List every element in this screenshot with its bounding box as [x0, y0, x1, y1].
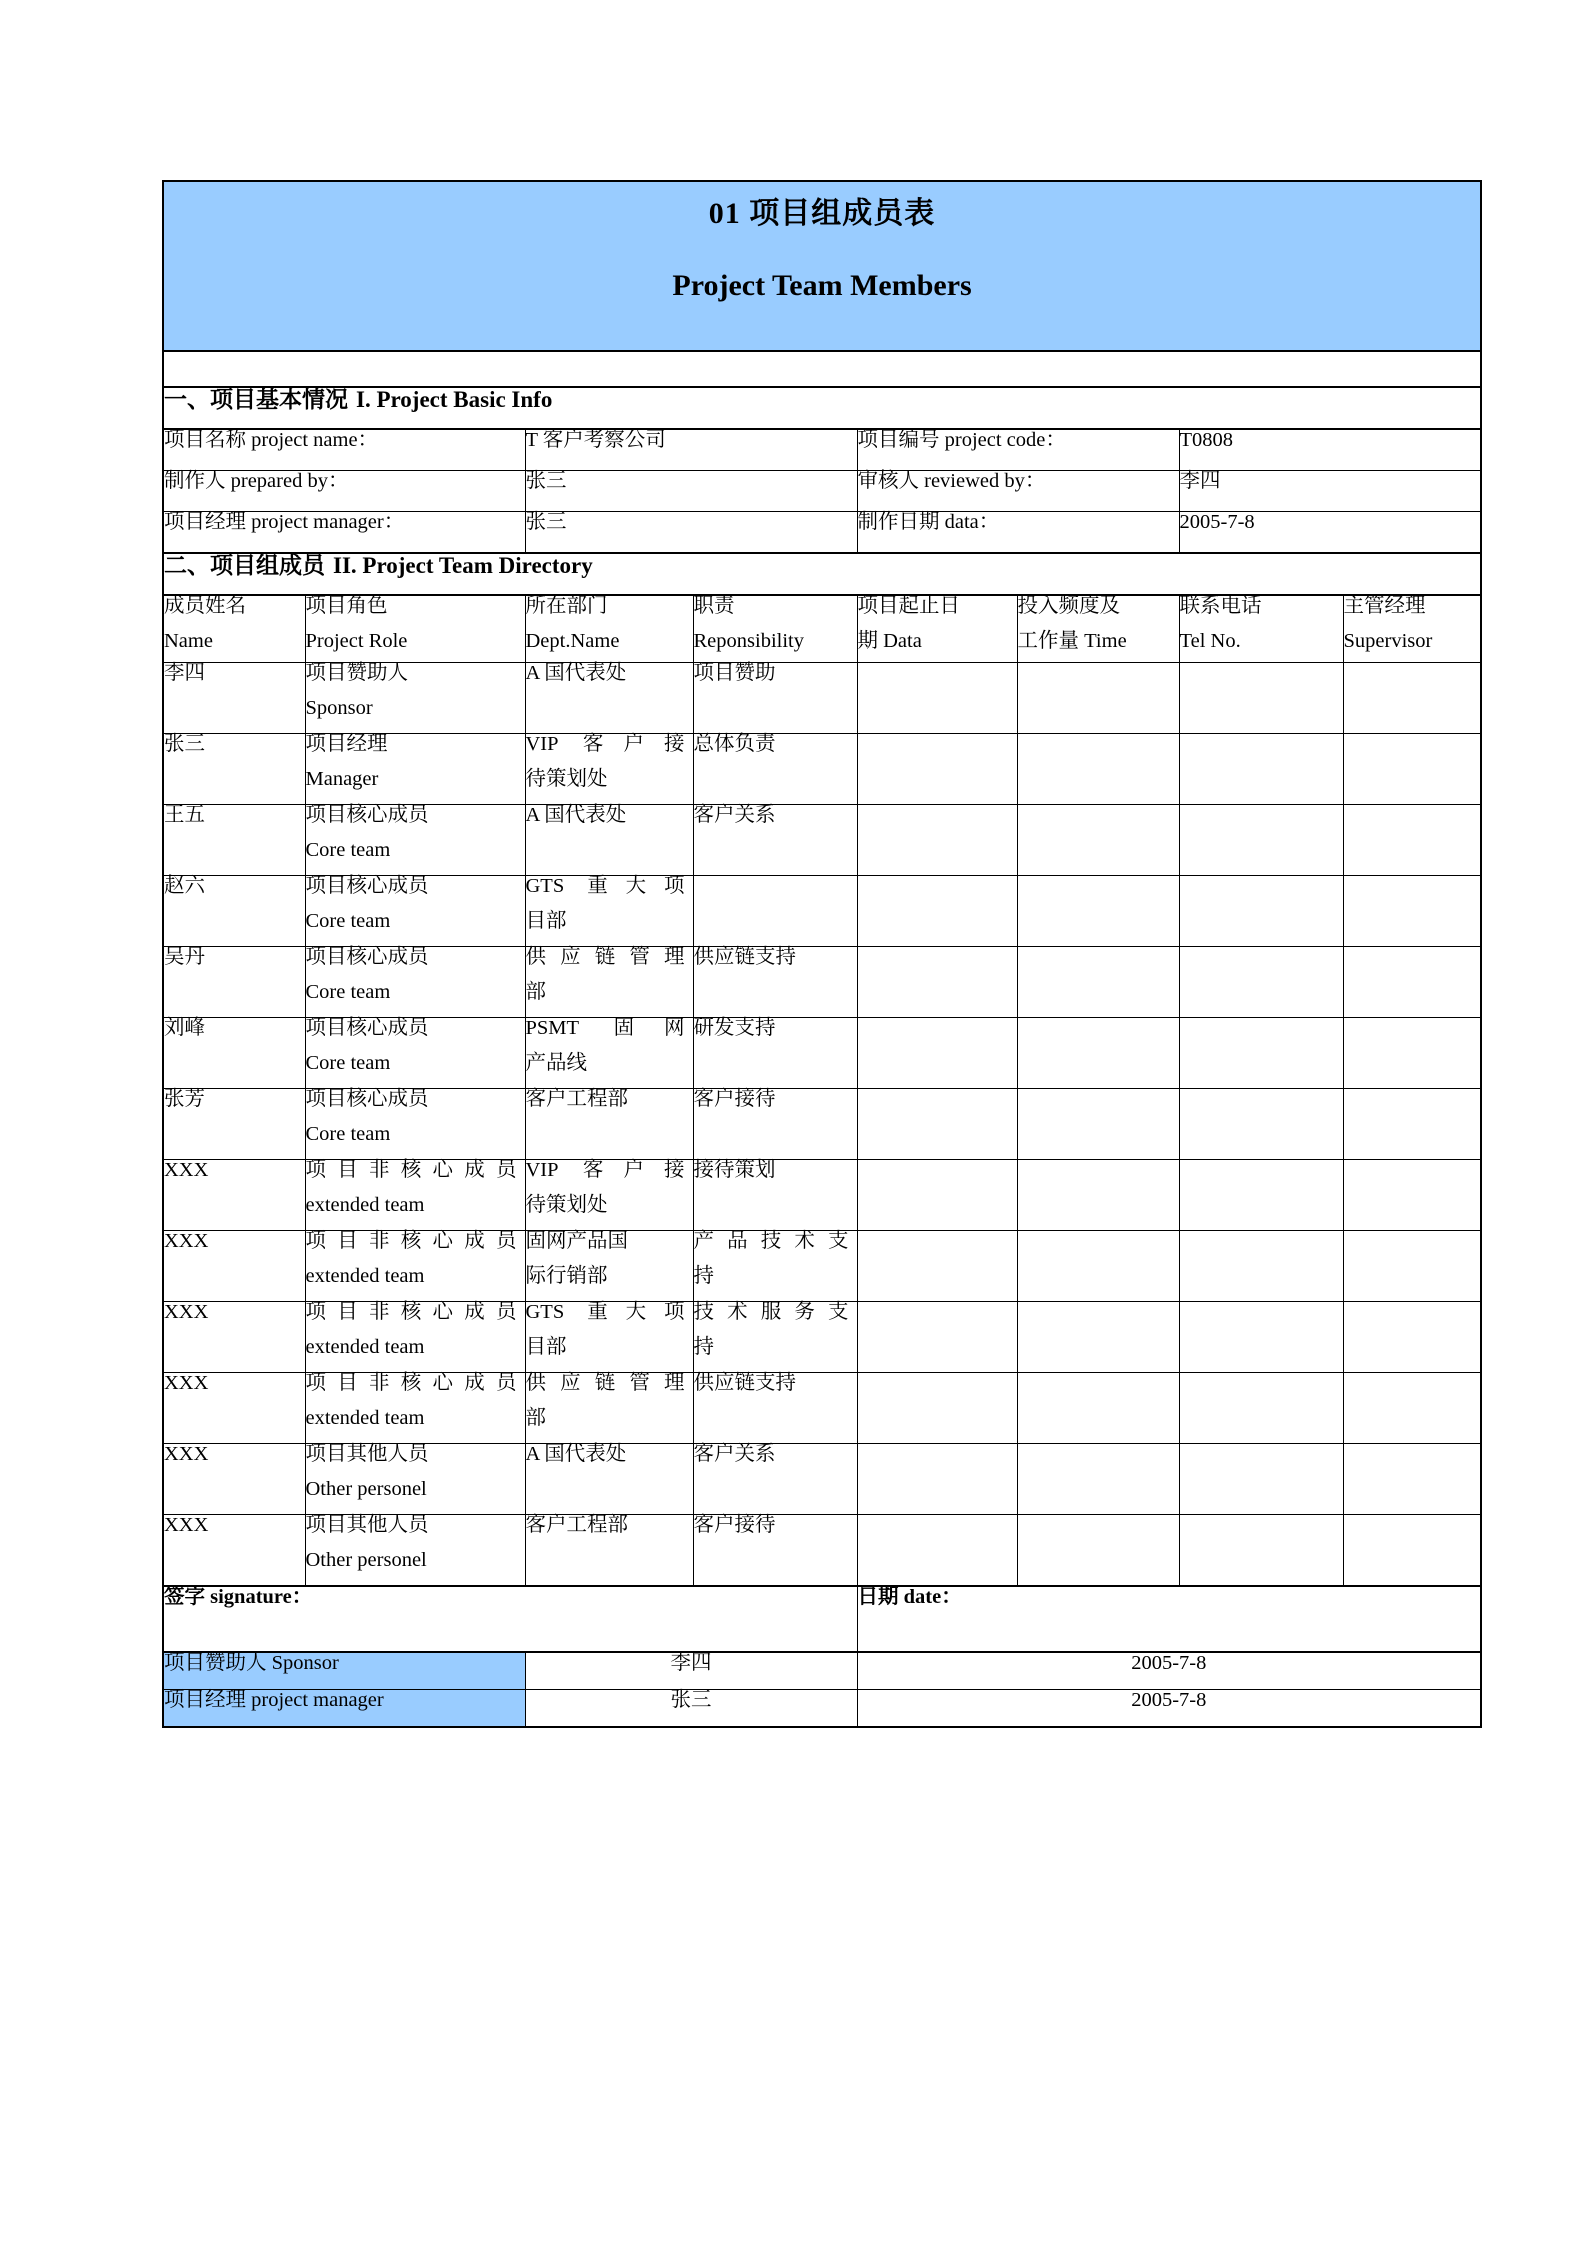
project-manager-value[interactable]: 张三	[525, 512, 857, 554]
cell-date[interactable]	[857, 876, 1017, 947]
project-code-value[interactable]: T0808	[1179, 429, 1481, 471]
cell-tel[interactable]	[1179, 947, 1343, 1018]
cell-responsibility[interactable]	[693, 1089, 857, 1160]
cell-role-en: Manager	[305, 767, 379, 790]
cell-supervisor[interactable]	[1343, 1515, 1481, 1587]
cell-supervisor[interactable]	[1343, 663, 1481, 734]
cell-time[interactable]	[1017, 663, 1179, 734]
info-row	[163, 471, 1481, 512]
cell-dept-line1: A 国代表处	[525, 804, 627, 826]
cell-dept-line2: 待策划处	[525, 767, 608, 790]
cell-role-cn: 项目赞助人	[305, 662, 408, 684]
cell-supervisor[interactable]	[1343, 1160, 1481, 1231]
cell-date[interactable]	[857, 1089, 1017, 1160]
cell-role-cn: 项目其他人员	[305, 1443, 429, 1465]
table-row	[163, 1444, 1481, 1515]
column-header-tel	[1179, 595, 1343, 663]
cell-date[interactable]	[857, 805, 1017, 876]
cell-supervisor[interactable]	[1343, 1018, 1481, 1089]
project-manager-label: 项目经理 project manager：	[163, 512, 525, 554]
cell-dept-line1: A 国代表处	[525, 1443, 627, 1465]
table-row	[163, 1231, 1481, 1302]
cell-responsibility[interactable]	[693, 1373, 857, 1444]
info-row	[163, 512, 1481, 554]
section2-heading-row	[163, 553, 1481, 595]
column-header-responsibility-cn: 职责	[693, 595, 735, 617]
cell-role-en: Other personel	[305, 1477, 427, 1500]
table-row	[163, 1018, 1481, 1089]
table-row	[163, 663, 1481, 734]
cell-supervisor[interactable]	[1343, 876, 1481, 947]
column-header-role	[305, 595, 525, 663]
cell-dept-line2: 目部	[525, 909, 567, 932]
column-header-name	[163, 595, 305, 663]
cell-date[interactable]	[857, 1515, 1017, 1587]
cell-dept[interactable]	[525, 1444, 693, 1515]
cell-supervisor[interactable]	[1343, 1302, 1481, 1373]
cell-name[interactable]: 刘峰	[163, 1018, 305, 1089]
section2-heading	[163, 553, 1481, 595]
cell-responsibility-line1: 研发支持	[693, 1017, 776, 1039]
cell-dept[interactable]	[525, 663, 693, 734]
cell-time[interactable]	[1017, 1373, 1179, 1444]
cell-responsibility[interactable]	[693, 1018, 857, 1089]
cell-supervisor[interactable]	[1343, 734, 1481, 805]
team-table-header-row	[163, 595, 1481, 663]
cell-responsibility-line1: 接待策划	[693, 1159, 776, 1181]
signature-row	[163, 1652, 1481, 1690]
cell-tel[interactable]	[1179, 1373, 1343, 1444]
cell-time[interactable]	[1017, 805, 1179, 876]
cell-role-en: Core team	[305, 1122, 391, 1145]
cell-dept-line1: PSMT 固网	[525, 1017, 685, 1039]
reviewed-by-value[interactable]: 李四	[1179, 471, 1481, 512]
column-header-role-cn: 项目角色	[305, 595, 388, 617]
section2-heading-cn: 二、项目组成员	[164, 553, 325, 578]
cell-role-cn: 项目其他人员	[305, 1514, 429, 1536]
cell-role-en: Core team	[305, 1051, 391, 1074]
cell-role[interactable]	[305, 1018, 525, 1089]
column-header-responsibility-en: Reponsibility	[693, 629, 804, 652]
cell-name[interactable]: XXX	[163, 1444, 305, 1515]
cell-date[interactable]	[857, 1373, 1017, 1444]
prepared-by-label: 制作人 prepared by：	[163, 471, 525, 512]
project-code-label: 项目编号 project code：	[857, 429, 1179, 471]
cell-dept-line2: 产品线	[525, 1051, 587, 1074]
cell-responsibility-line1: 客户关系	[693, 1443, 776, 1465]
cell-date[interactable]	[857, 1302, 1017, 1373]
cell-dept[interactable]	[525, 805, 693, 876]
column-header-dept	[525, 595, 693, 663]
section1-heading-row	[163, 387, 1481, 429]
table-row	[163, 805, 1481, 876]
cell-responsibility-line2: 持	[693, 1335, 714, 1358]
signature-role-sponsor: 项目赞助人 Sponsor	[163, 1652, 525, 1690]
column-header-time	[1017, 595, 1179, 663]
cell-responsibility[interactable]	[693, 1515, 857, 1587]
cell-name[interactable]: XXX	[163, 1515, 305, 1587]
info-row	[163, 429, 1481, 471]
cell-time[interactable]	[1017, 1231, 1179, 1302]
cell-date[interactable]	[857, 1231, 1017, 1302]
cell-role-cn: 项目经理	[305, 733, 388, 755]
cell-supervisor[interactable]	[1343, 1089, 1481, 1160]
cell-responsibility[interactable]	[693, 663, 857, 734]
cell-responsibility-line1: 项目赞助	[693, 662, 776, 684]
cell-role-en: Core team	[305, 980, 391, 1003]
project-name-label: 项目名称 project name：	[163, 429, 525, 471]
cell-dept-line1: A 国代表处	[525, 662, 627, 684]
cell-dept[interactable]	[525, 1018, 693, 1089]
cell-name[interactable]: 张芳	[163, 1089, 305, 1160]
signature-name-manager[interactable]: 张三	[525, 1690, 857, 1728]
cell-tel[interactable]	[1179, 1160, 1343, 1231]
cell-name[interactable]: XXX	[163, 1373, 305, 1444]
cell-date[interactable]	[857, 1444, 1017, 1515]
column-header-supervisor-en: Supervisor	[1343, 629, 1433, 652]
cell-dept-line1: 客户工程部	[525, 1088, 628, 1110]
cell-responsibility-line1: 技术服务支	[693, 1301, 849, 1323]
date-heading: 日期 date：	[857, 1586, 1481, 1652]
cell-role-en: Core team	[305, 838, 391, 861]
column-header-date-cn: 项目起止日	[857, 595, 960, 617]
cell-responsibility-line1: 总体负责	[693, 733, 776, 755]
cell-role-en: Core team	[305, 909, 391, 932]
project-team-members-form	[162, 180, 1482, 1728]
section1-heading-cn: 一、项目基本情况	[164, 387, 348, 412]
cell-time[interactable]	[1017, 734, 1179, 805]
cell-dept-line1: VIP 客户接	[525, 733, 685, 755]
signature-row	[163, 1690, 1481, 1728]
cell-responsibility-line1: 客户接待	[693, 1514, 776, 1536]
cell-tel[interactable]	[1179, 1515, 1343, 1587]
prepared-date-label: 制作日期 data：	[857, 512, 1179, 554]
cell-role-cn: 项目非核心成员	[305, 1301, 517, 1323]
title-cn: 01 项目组成员表	[708, 197, 936, 230]
cell-dept[interactable]	[525, 1231, 693, 1302]
cell-responsibility-line1: 客户关系	[693, 804, 776, 826]
cell-time[interactable]	[1017, 1444, 1179, 1515]
cell-dept-line2: 部	[525, 980, 546, 1003]
cell-role-en: Other personel	[305, 1548, 427, 1571]
column-header-supervisor	[1343, 595, 1481, 663]
cell-name[interactable]: 吴丹	[163, 947, 305, 1018]
prepared-date-value[interactable]: 2005-7-8	[1179, 512, 1481, 554]
cell-name[interactable]: XXX	[163, 1231, 305, 1302]
cell-tel[interactable]	[1179, 1444, 1343, 1515]
cell-dept[interactable]	[525, 876, 693, 947]
cell-responsibility[interactable]	[693, 805, 857, 876]
cell-role[interactable]	[305, 1089, 525, 1160]
table-row	[163, 876, 1481, 947]
table-row	[163, 1302, 1481, 1373]
spacer-cell	[163, 351, 1481, 387]
column-header-role-en: Project Role	[305, 629, 408, 652]
cell-dept[interactable]	[525, 1089, 693, 1160]
cell-time[interactable]	[1017, 876, 1179, 947]
table-row	[163, 1160, 1481, 1231]
column-header-dept-cn: 所在部门	[525, 595, 608, 617]
table-row	[163, 1089, 1481, 1160]
cell-tel[interactable]	[1179, 734, 1343, 805]
signature-role-manager: 项目经理 project manager	[163, 1690, 525, 1728]
cell-name[interactable]: 李四	[163, 663, 305, 734]
cell-tel[interactable]	[1179, 1018, 1343, 1089]
cell-dept[interactable]	[525, 1373, 693, 1444]
signature-heading: 签字 signature：	[163, 1586, 857, 1652]
column-header-responsibility	[693, 595, 857, 663]
cell-role[interactable]	[305, 805, 525, 876]
cell-responsibility-line1: 供应链支持	[693, 1372, 796, 1394]
signature-date-manager[interactable]: 2005-7-8	[857, 1690, 1481, 1728]
title-block	[163, 181, 1481, 351]
cell-name[interactable]: 张三	[163, 734, 305, 805]
cell-role[interactable]	[305, 876, 525, 947]
cell-date[interactable]	[857, 1018, 1017, 1089]
column-header-tel-en: Tel No.	[1179, 629, 1241, 652]
column-header-date-en: 期 Data	[857, 629, 922, 652]
cell-date[interactable]	[857, 1160, 1017, 1231]
cell-time[interactable]	[1017, 1089, 1179, 1160]
cell-role[interactable]	[305, 1302, 525, 1373]
column-header-name-cn: 成员姓名	[164, 595, 246, 617]
cell-dept-line1: VIP 客户接	[525, 1159, 685, 1181]
column-header-supervisor-cn: 主管经理	[1343, 595, 1426, 617]
cell-role[interactable]	[305, 1231, 525, 1302]
cell-role[interactable]	[305, 947, 525, 1018]
column-header-dept-en: Dept.Name	[525, 629, 620, 652]
cell-role[interactable]	[305, 1373, 525, 1444]
cell-date[interactable]	[857, 947, 1017, 1018]
cell-role[interactable]	[305, 1160, 525, 1231]
cell-supervisor[interactable]	[1343, 805, 1481, 876]
title-row	[163, 181, 1481, 351]
cell-role-cn: 项目非核心成员	[305, 1230, 517, 1252]
title-en: Project Team Members	[672, 268, 972, 302]
cell-dept-line1: 固网产品国	[525, 1230, 628, 1252]
cell-dept[interactable]	[525, 1302, 693, 1373]
cell-responsibility-line1: 客户接待	[693, 1088, 776, 1110]
table-row	[163, 1373, 1481, 1444]
cell-dept-line1: 客户工程部	[525, 1514, 628, 1536]
signature-name-sponsor[interactable]: 李四	[525, 1652, 857, 1690]
table-row	[163, 947, 1481, 1018]
cell-role[interactable]	[305, 734, 525, 805]
cell-date[interactable]	[857, 734, 1017, 805]
section1-heading-en: I. Project Basic Info	[356, 387, 553, 412]
cell-tel[interactable]	[1179, 1302, 1343, 1373]
cell-dept-line1: GTS 重大项	[525, 875, 685, 897]
cell-tel[interactable]	[1179, 1089, 1343, 1160]
cell-date[interactable]	[857, 663, 1017, 734]
cell-role-cn: 项目非核心成员	[305, 1372, 517, 1394]
cell-role-en: Sponsor	[305, 696, 373, 719]
column-header-tel-cn: 联系电话	[1179, 595, 1262, 617]
cell-tel[interactable]	[1179, 805, 1343, 876]
cell-tel[interactable]	[1179, 876, 1343, 947]
cell-name[interactable]: XXX	[163, 1160, 305, 1231]
cell-name[interactable]: 王五	[163, 805, 305, 876]
signature-date-sponsor[interactable]: 2005-7-8	[857, 1652, 1481, 1690]
cell-dept-line1: 供应链管理	[525, 946, 685, 968]
cell-dept[interactable]	[525, 1160, 693, 1231]
cell-responsibility[interactable]	[693, 876, 857, 947]
cell-role-cn: 项目非核心成员	[305, 1159, 517, 1181]
cell-tel[interactable]	[1179, 1231, 1343, 1302]
cell-tel[interactable]	[1179, 663, 1343, 734]
cell-role-en: extended team	[305, 1406, 425, 1429]
cell-time[interactable]	[1017, 947, 1179, 1018]
cell-responsibility-line1: 供应链支持	[693, 946, 796, 968]
cell-role[interactable]	[305, 1444, 525, 1515]
cell-role[interactable]	[305, 663, 525, 734]
cell-responsibility-line2: 持	[693, 1264, 714, 1287]
cell-responsibility[interactable]	[693, 1160, 857, 1231]
cell-time[interactable]	[1017, 1515, 1179, 1587]
cell-dept[interactable]	[525, 947, 693, 1018]
cell-dept-line2: 部	[525, 1406, 546, 1429]
spacer-row	[163, 351, 1481, 387]
cell-role-en: extended team	[305, 1193, 425, 1216]
column-header-time-en: 工作量 Time	[1017, 629, 1127, 652]
cell-name[interactable]: XXX	[163, 1302, 305, 1373]
table-row	[163, 1515, 1481, 1587]
cell-responsibility[interactable]	[693, 1302, 857, 1373]
table-row	[163, 734, 1481, 805]
cell-dept-line2: 目部	[525, 1335, 567, 1358]
section2-heading-en: II. Project Team Directory	[333, 553, 593, 578]
section1-heading	[163, 387, 1481, 429]
cell-dept-line1: GTS 重大项	[525, 1301, 685, 1323]
cell-responsibility[interactable]	[693, 1231, 857, 1302]
cell-supervisor[interactable]	[1343, 1444, 1481, 1515]
reviewed-by-label: 审核人 reviewed by：	[857, 471, 1179, 512]
column-header-date	[857, 595, 1017, 663]
cell-time[interactable]	[1017, 1018, 1179, 1089]
cell-role[interactable]	[305, 1515, 525, 1587]
signature-heading-row	[163, 1586, 1481, 1652]
column-header-name-en: Name	[164, 629, 213, 652]
prepared-by-value[interactable]: 张三	[525, 471, 857, 512]
cell-supervisor[interactable]	[1343, 1373, 1481, 1444]
cell-responsibility[interactable]	[693, 947, 857, 1018]
cell-responsibility-line1: 产品技术支	[693, 1230, 849, 1252]
cell-dept[interactable]	[525, 734, 693, 805]
cell-dept-line2: 待策划处	[525, 1193, 608, 1216]
cell-role-cn: 项目核心成员	[305, 946, 429, 968]
cell-responsibility[interactable]	[693, 1444, 857, 1515]
cell-name[interactable]: 赵六	[163, 876, 305, 947]
cell-role-cn: 项目核心成员	[305, 1088, 429, 1110]
cell-role-en: extended team	[305, 1335, 425, 1358]
cell-supervisor[interactable]	[1343, 947, 1481, 1018]
column-header-time-cn: 投入频度及	[1017, 595, 1120, 617]
cell-role-cn: 项目核心成员	[305, 1017, 429, 1039]
cell-dept-line1: 供应链管理	[525, 1372, 685, 1394]
project-name-value[interactable]: T 客户考察公司	[525, 429, 857, 471]
cell-time[interactable]	[1017, 1160, 1179, 1231]
cell-responsibility[interactable]	[693, 734, 857, 805]
cell-dept-line2: 际行销部	[525, 1264, 608, 1287]
cell-time[interactable]	[1017, 1302, 1179, 1373]
cell-supervisor[interactable]	[1343, 1231, 1481, 1302]
cell-dept[interactable]	[525, 1515, 693, 1587]
cell-role-cn: 项目核心成员	[305, 804, 429, 826]
cell-role-en: extended team	[305, 1264, 425, 1287]
cell-role-cn: 项目核心成员	[305, 875, 429, 897]
form-body	[163, 181, 1481, 1727]
